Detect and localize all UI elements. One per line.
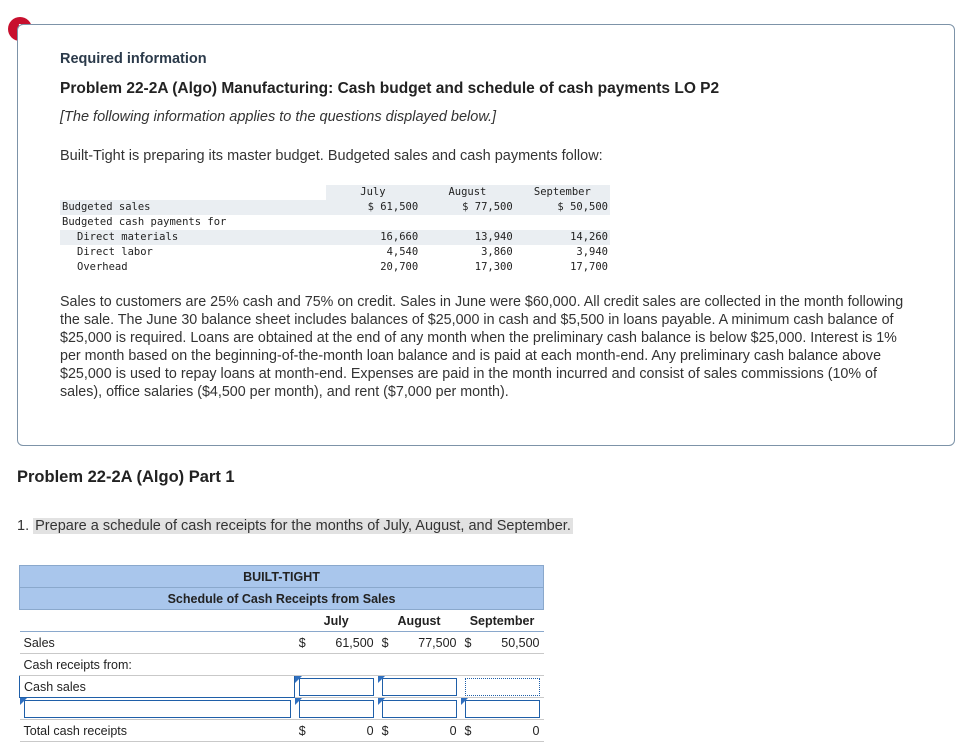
cash-receipts-schedule xyxy=(19,565,544,742)
budget-col-september: September xyxy=(515,185,610,200)
cash-sales-july-input[interactable] xyxy=(299,678,373,696)
sales-september: 50,500 xyxy=(501,635,540,650)
input-flag-icon xyxy=(461,698,468,705)
entry-september-input[interactable] xyxy=(465,700,540,718)
cash-sales-september-input[interactable] xyxy=(465,678,540,696)
blank-entry-row xyxy=(20,698,544,720)
cash-sales-label: Cash sales xyxy=(20,676,295,698)
schedule-company: BUILT-TIGHT xyxy=(20,566,544,588)
input-flag-icon xyxy=(295,676,302,683)
receipt-type-input[interactable] xyxy=(24,700,291,718)
entry-july-input[interactable] xyxy=(299,700,374,718)
input-flag-icon xyxy=(378,698,385,705)
total-september: 0 xyxy=(532,723,540,738)
budget-col-august: August xyxy=(420,185,515,200)
cash-sales-row xyxy=(20,676,544,698)
budget-table xyxy=(60,185,610,275)
receipts-from-label: Cash receipts from: xyxy=(20,654,295,676)
schedule-title: Schedule of Cash Receipts from Sales xyxy=(20,588,544,610)
budget-col-july: July xyxy=(326,185,421,200)
assumptions-paragraph: Sales to customers are 25% cash and 75% on credit. Sales in June were $60,000. All credit sales are collected in the month following the sale. The June 30 balance sheet includes balances of $25,000 in cash and $5,500 in loans payable. A minimum cash balance of $25,000 is required. Loans are obtained at the end of any month when the preliminary cash balance is below $25,000. Interest is 1% per month based on the beginning-of-the-month loan balance and is paid at each month-end. Any preliminary cash balance above $25,000 is used to repay loans at month-end. Expenses are paid in the month incurred and consist of sales commissions (10% of sales), office salaries ($4,500 per month), and rent ($7,000 per month). xyxy=(60,294,904,400)
question-text: Prepare a schedule of cash receipts for the months of July, August, and September. xyxy=(35,518,571,534)
sales-row: Sales $ 61,500 $ 77,500 $ 50,500 xyxy=(20,632,544,654)
budget-row: Budgeted sales $ 61,500 $ 77,500 $ 50,500 xyxy=(62,201,608,213)
part-title: Problem 22-2A (Algo) Part 1 xyxy=(17,468,235,486)
sales-label: Sales xyxy=(20,632,295,654)
col-july: July xyxy=(295,610,378,632)
input-flag-icon xyxy=(378,676,385,683)
cash-sales-august-input[interactable] xyxy=(382,678,457,696)
total-row: Total cash receipts $ 0 $ 0 $ 0 xyxy=(20,720,544,742)
required-info-heading: Required information xyxy=(60,51,207,67)
total-label: Total cash receipts xyxy=(20,720,295,742)
budget-row: Budgeted cash payments for xyxy=(62,216,227,228)
budget-row: Direct materials 16,660 13,940 14,260 xyxy=(60,230,610,245)
applies-note: [The following information applies to the questions displayed below.] xyxy=(60,109,497,125)
total-august: 0 xyxy=(449,723,457,738)
question-line xyxy=(17,518,573,534)
input-flag-icon xyxy=(295,698,302,705)
total-july: 0 xyxy=(366,723,374,738)
sales-july: 61,500 xyxy=(335,635,374,650)
col-august: August xyxy=(378,610,461,632)
receipts-from-row xyxy=(20,654,544,676)
col-september: September xyxy=(461,610,544,632)
intro-text: Built-Tight is preparing its master budget. Budgeted sales and cash payments follow: xyxy=(60,148,603,164)
budget-row: Direct labor 4,540 3,860 3,940 xyxy=(77,246,608,258)
problem-title: Problem 22-2A (Algo) Manufacturing: Cash budget and schedule of cash payments LO P2 xyxy=(60,80,720,97)
budget-row: Overhead 20,700 17,300 17,700 xyxy=(77,261,608,273)
question-number: 1. xyxy=(17,518,30,534)
entry-august-input[interactable] xyxy=(382,700,457,718)
input-flag-icon xyxy=(20,698,27,705)
sales-august: 77,500 xyxy=(418,635,457,650)
required-info-panel xyxy=(17,24,955,446)
